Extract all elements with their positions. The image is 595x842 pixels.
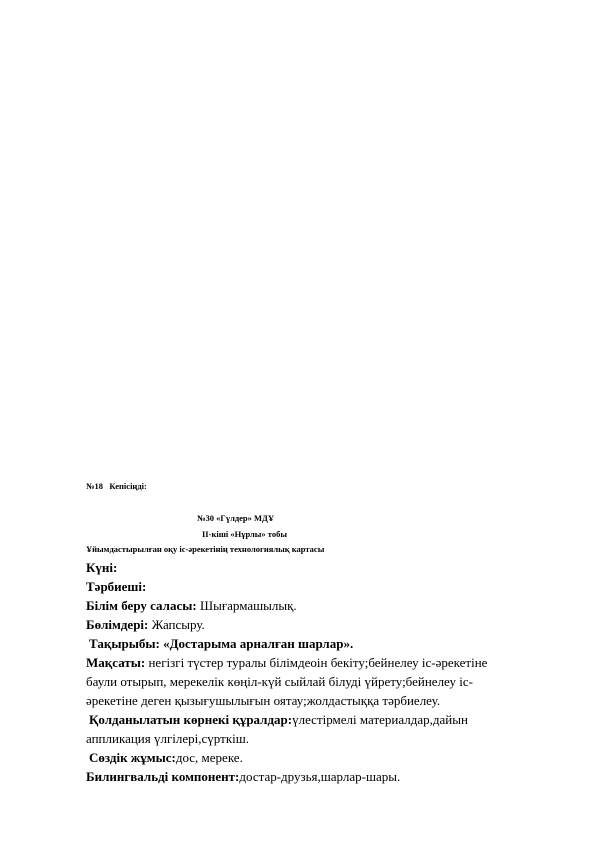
bilingual-line [86, 770, 400, 784]
topic-value: «Достарыма арналған шарлар». [159, 636, 354, 651]
bilingual-label: Билингвальді компонент: [86, 769, 240, 784]
education-area-label: Білім беру саласы: [86, 598, 197, 613]
education-area-line [86, 599, 297, 613]
header-line [86, 482, 147, 491]
org-name: №30 «Гүлдер» МДҰ [197, 513, 275, 523]
group-name: II-кіші «Нұрлы» тобы [202, 529, 287, 539]
education-area-value: Шығармашылық. [196, 598, 297, 613]
date-label: Күні: [86, 560, 118, 575]
doc-number: №18 [86, 481, 104, 491]
topic-label: Тақырыбы: [89, 636, 160, 651]
materials-label: Қолданылатын көрнекі құралдар: [89, 712, 293, 727]
card-title: Ұйымдастырылған оқу іс-әрекетінің технологиялық картасы [86, 544, 325, 554]
teacher-label: Тәрбиеші: [86, 579, 147, 594]
vocabulary-value: дос, мереке. [175, 750, 243, 765]
materials-text-1: үлестірмелі материалдар,дайын [292, 712, 468, 727]
materials-line-1 [89, 713, 468, 727]
sections-label: Бөлімдері: [86, 617, 149, 632]
goal-label: Мақсаты: [86, 655, 146, 670]
vocabulary-label: Сөздік жұмыс: [89, 750, 176, 765]
goal-line-2: баули отырып, мерекелік көңіл-күй сыйлай білуді үйрету;бейнелеу іс- [86, 674, 473, 689]
goal-text-1: негізгі түстер туралы білімдеоін бекіту;бейнелеу іс-әрекетіне [145, 655, 488, 670]
vocabulary-line [89, 751, 243, 765]
goal-line-1 [86, 656, 487, 670]
goal-line-3: әрекетіне деген қызығушылығын оятау;жолдастыққа тәрбиелеу. [86, 693, 441, 708]
sections-line [86, 618, 205, 632]
kesipe-label: Кепісіңді: [109, 481, 147, 491]
teacher-line [86, 580, 146, 594]
materials-line-2: аппликация үлгілері,сүрткіш. [86, 731, 250, 746]
sections-value: Жапсыру. [148, 617, 205, 632]
topic-line [89, 637, 353, 651]
date-line [86, 561, 117, 575]
bilingual-value: достар-друзья,шарлар-шары. [239, 769, 401, 784]
